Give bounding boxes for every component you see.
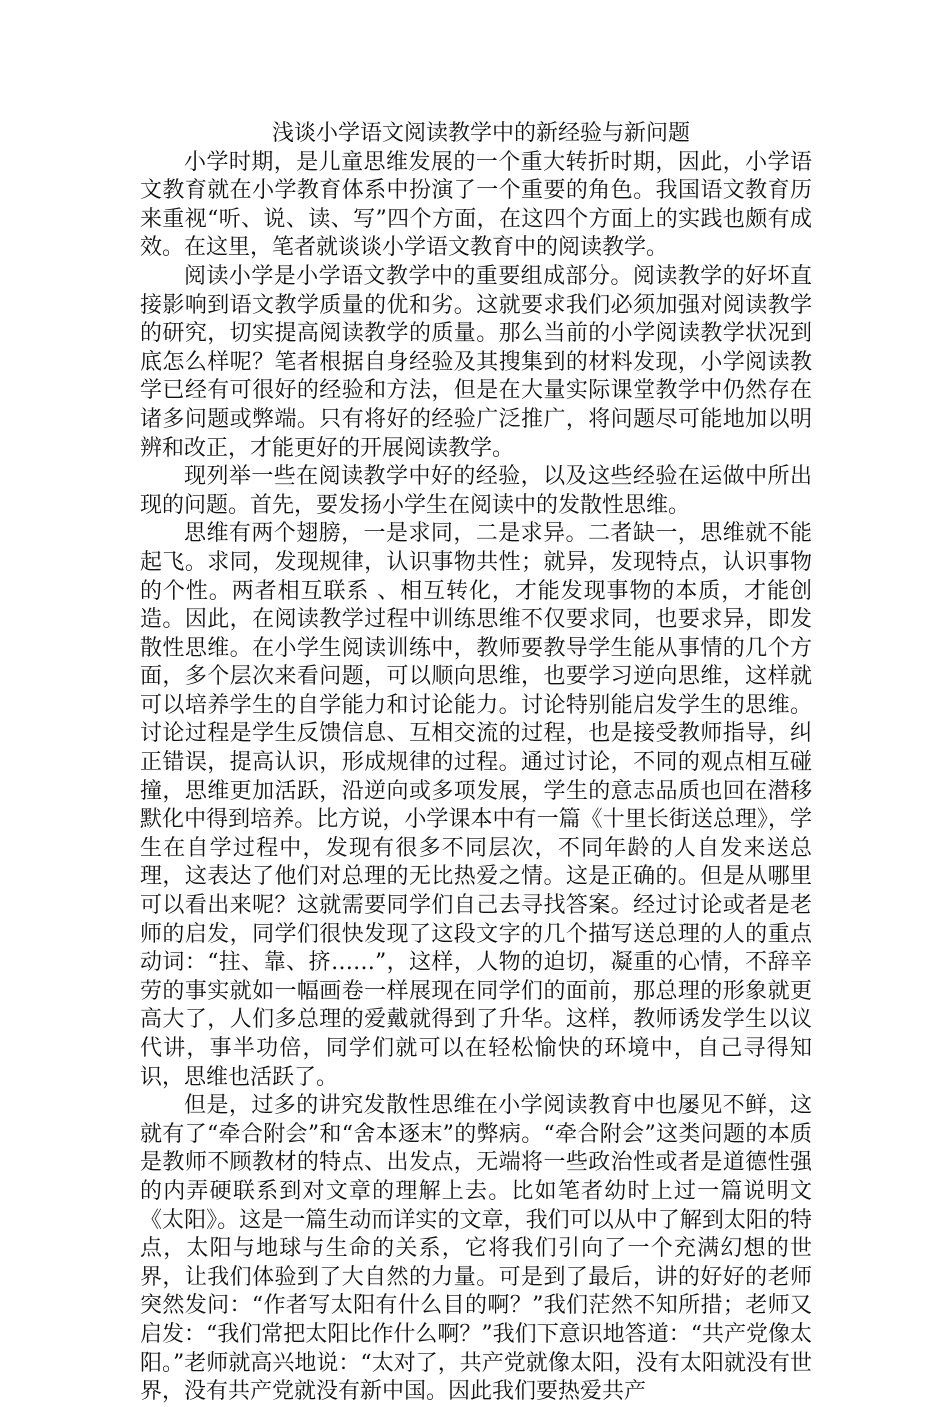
paragraph: 但是，过多的讲究发散性思维在小学阅读教育中也屡见不鲜，这就有了“牵合附会”和“舍本逐末”的弊病。“牵合附会”这类问题的本质是教师不顾教材的特点、出发点，无端将一些政治性或者是道德性强的内弄硬联系到对文章的理解上去。比如笔者幼时上过一篇说明文《太阳》。这是一篇生动而详实的文章，我们可以从中了解到太阳的特点，太阳与地球与生命的关系，它将我们引向了一个充满幻想的世界，让我们体验到了大自然的力量。可是到了最后，讲的好好的老师突然发问：“作者写太阳有什么目的啊？”我们茫然不知所措；老师又启发：“我们常把太阳比作什么啊？”我们下意识地答道：“共产党像太阳。”老师就高兴地说：“太对了，共产党就像太阳，没有太阳就没有世界，没有共产党就没有新中国。因此我们要热爱共产 bbox=[140, 1093, 812, 1405]
document-body bbox=[140, 120, 812, 1407]
paragraph: 阅读小学是小学语文教学中的重要组成部分。阅读教学的好坏直接影响到语文教学质量的优和劣。这就要求我们必须加强对阅读教学的研究，切实提高阅读教学的质量。那么当前的小学阅读教学状况到底怎么样呢？笔者根据自身经验及其搜集到的材料发现，小学阅读教学已经有可很好的经验和方法，但是在大量实际课堂教学中仍然存在诸多问题或弊端。只有将好的经验广泛推广，将问题尽可能地加以明辨和改正，才能更好的开展阅读教学。 bbox=[140, 263, 812, 461]
paragraph: 思维有两个翅膀，一是求同，二是求异。二者缺一，思维就不能起飞。求同，发现规律，认识事物共性；就异，发现特点，认识事物的个性。两者相互联系 、相互转化，才能发现事物的本质，才能创造。因此，在阅读教学过程中训练思维不仅要求同，也要求异，即发散性思维。在小学生阅读训练中，教师要教导学生能从事情的几个方面，多个层次来看问题，可以顺向思维，也要学习逆向思维，这样就可以培养学生的自学能力和讨论能力。讨论特别能启发学生的思维。讨论过程是学生反馈信息、互相交流的过程，也是接受教师指导，纠正错误，提高认识，形成规律的过程。通过讨论，不同的观点相互碰撞，思维更加活跃，沿逆向或多项发展，学生的意志品质也回在潜移默化中得到培养。比方说，小学课本中有一篇《十里长街送总理》，学生在自学过程中，发现有很多不同层次，不同年龄的人自发来送总理，这表达了他们对总理的无比热爱之情。这是正确的。但是从哪里可以看出来呢？这就需要同学们自己去寻找答案。经过讨论或者是老师的启发，同学们很快发现了这段文字的几个描写送总理的人的重点动词：“拄、靠、挤……”，这样，人物的迫切，凝重的心情，不辞辛劳的事实就如一幅画卷一样展现在同学们的面前，那总理的形象就更高大了，人们多总理的爱戴就得到了升华。这样，教师诱发学生以议代讲，事半功倍，同学们就可以在轻松愉快的环境中，自己寻得知识，思维也活跃了。 bbox=[140, 521, 812, 1090]
paragraph: 小学时期，是儿童思维发展的一个重大转折时期，因此，小学语文教育就在小学教育体系中扮演了一个重要的角色。我国语文教育历来重视“听、说、读、写”四个方面，在这四个方面上的实践也颇有成效。在这里，笔者就谈谈小学语文教育中的阅读教学。 bbox=[140, 149, 812, 261]
paragraph: 现列举一些在阅读教学中好的经验，以及这些经验在运做中所出现的问题。首先，要发扬小学生在阅读中的发散性思维。 bbox=[140, 464, 812, 518]
document-title: 浅谈小学语文阅读教学中的新经验与新问题 bbox=[271, 121, 690, 146]
